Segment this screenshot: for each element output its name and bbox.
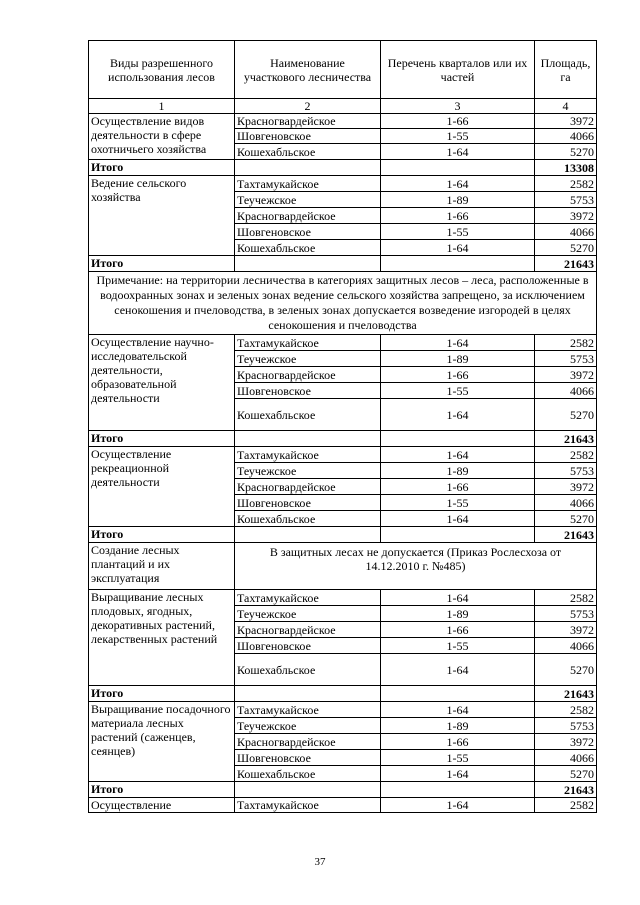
forestry-name-cell: Тахтамукайское (235, 176, 381, 192)
area-cell: 5753 (535, 351, 597, 367)
quarters-cell: 1-66 (381, 479, 535, 495)
area-cell: 3972 (535, 622, 597, 638)
table-row (89, 447, 597, 463)
forestry-name-cell: Красногвардейское (235, 367, 381, 383)
use-type-cell: Создание лесных плантаций и их эксплуатация (89, 543, 235, 590)
forestry-name-cell: Шовгеновское (235, 383, 381, 399)
quarters-cell: 1-55 (381, 129, 535, 144)
table-row (89, 798, 597, 813)
note-row (89, 272, 597, 335)
use-type-cell: Осуществление рекреационной деятельности (89, 447, 235, 527)
total-area-cell: 21643 (535, 782, 597, 798)
area-cell: 3972 (535, 479, 597, 495)
area-cell: 2582 (535, 702, 597, 718)
quarters-cell: 1-64 (381, 447, 535, 463)
area-cell: 4066 (535, 129, 597, 144)
area-cell: 5753 (535, 192, 597, 208)
area-cell: 5270 (535, 654, 597, 686)
forestry-name-cell: Шовгеновское (235, 495, 381, 511)
empty-cell (235, 160, 381, 176)
area-cell: 5753 (535, 463, 597, 479)
forestry-name-cell: Кошехабльское (235, 654, 381, 686)
empty-cell (235, 527, 381, 543)
total-row (89, 160, 597, 176)
use-type-cell: Осуществление научно-исследовательской деятельности, образовательной деятельности (89, 335, 235, 431)
quarters-cell: 1-64 (381, 766, 535, 782)
table-row (89, 702, 597, 718)
use-type-cell: Ведение сельского хозяйства (89, 176, 235, 256)
area-cell: 3972 (535, 114, 597, 129)
column-number-row (89, 99, 597, 114)
area-cell: 5753 (535, 718, 597, 734)
forestry-name-cell: Красногвардейское (235, 622, 381, 638)
total-label: Итого (89, 431, 235, 447)
area-cell: 4066 (535, 224, 597, 240)
forestry-name-cell: Кошехабльское (235, 399, 381, 431)
forestry-name-cell: Шовгеновское (235, 129, 381, 144)
page-number: 37 (314, 856, 326, 868)
forestry-name-cell: Шовгеновское (235, 638, 381, 654)
forestry-name-cell: Тахтамукайское (235, 702, 381, 718)
quarters-cell: 1-89 (381, 606, 535, 622)
area-cell: 4066 (535, 495, 597, 511)
forestry-name-cell: Шовгеновское (235, 750, 381, 766)
quarters-cell: 1-89 (381, 351, 535, 367)
quarters-cell: 1-66 (381, 622, 535, 638)
column-number: 1 (89, 99, 235, 114)
empty-cell (381, 256, 535, 272)
header-row (89, 41, 597, 99)
quarters-cell: 1-89 (381, 463, 535, 479)
area-cell: 2582 (535, 176, 597, 192)
area-cell: 3972 (535, 734, 597, 750)
empty-cell (381, 782, 535, 798)
quarters-cell: 1-64 (381, 399, 535, 431)
area-cell: 5753 (535, 606, 597, 622)
area-cell: 4066 (535, 750, 597, 766)
forestry-name-cell: Красногвардейское (235, 479, 381, 495)
total-area-cell: 21643 (535, 256, 597, 272)
table-row (89, 176, 597, 192)
quarters-cell: 1-64 (381, 511, 535, 527)
empty-cell (381, 160, 535, 176)
total-row (89, 256, 597, 272)
column-number: 4 (535, 99, 597, 114)
empty-cell (381, 686, 535, 702)
area-cell: 3972 (535, 367, 597, 383)
header-forestry: Наименование участкового лесничества (235, 41, 381, 99)
forestry-name-cell: Кошехабльское (235, 240, 381, 256)
total-area-cell: 21643 (535, 686, 597, 702)
note-text: Примечание: на территории лесничества в категориях защитных лесов – леса, расположенные в водоохранных зонах и зеленых зонах ведение сельского хозяйства запрещено, за исключением сенокошения и пчеловодства, в зеленых зонах допускается возведение изгородей в целях сенокошения и пчеловодства (89, 272, 597, 335)
area-cell: 2582 (535, 335, 597, 351)
forestry-name-cell: Тахтамукайское (235, 335, 381, 351)
forestry-name-cell: Красногвардейское (235, 114, 381, 129)
quarters-cell: 1-55 (381, 383, 535, 399)
quarters-cell: 1-89 (381, 192, 535, 208)
use-type-cell: Выращивание лесных плодовых, ягодных, декоративных растений, лекарственных растений (89, 590, 235, 686)
header-area: Площадь, га (535, 41, 597, 99)
quarters-cell: 1-64 (381, 590, 535, 606)
total-area-cell: 21643 (535, 431, 597, 447)
area-cell: 5270 (535, 240, 597, 256)
empty-cell (235, 431, 381, 447)
empty-cell (381, 431, 535, 447)
area-cell: 5270 (535, 144, 597, 160)
total-row (89, 431, 597, 447)
table-row (89, 335, 597, 351)
total-label: Итого (89, 782, 235, 798)
quarters-cell: 1-55 (381, 495, 535, 511)
quarters-cell: 1-64 (381, 798, 535, 813)
forestry-name-cell: Теучежское (235, 351, 381, 367)
quarters-cell: 1-66 (381, 114, 535, 129)
table-row (89, 590, 597, 606)
prohibition-text: В защитных лесах не допускается (Приказ Рослесхоза от 14.12.2010 г. №485) (235, 543, 597, 590)
quarters-cell: 1-89 (381, 718, 535, 734)
empty-cell (235, 686, 381, 702)
quarters-cell: 1-55 (381, 750, 535, 766)
total-row (89, 782, 597, 798)
area-cell: 3972 (535, 208, 597, 224)
forestry-name-cell: Тахтамукайское (235, 447, 381, 463)
total-area-cell: 21643 (535, 527, 597, 543)
forestry-name-cell: Красногвардейское (235, 734, 381, 750)
quarters-cell: 1-55 (381, 224, 535, 240)
header-quarters: Перечень кварталов или их частей (381, 41, 535, 99)
total-label: Итого (89, 686, 235, 702)
forestry-name-cell: Теучежское (235, 192, 381, 208)
area-cell: 5270 (535, 399, 597, 431)
forestry-name-cell: Теучежское (235, 606, 381, 622)
quarters-cell: 1-64 (381, 335, 535, 351)
table-row (89, 114, 597, 129)
quarters-cell: 1-64 (381, 144, 535, 160)
quarters-cell: 1-66 (381, 367, 535, 383)
forestry-name-cell: Кошехабльское (235, 766, 381, 782)
quarters-cell: 1-64 (381, 176, 535, 192)
use-type-cell: Осуществление (89, 798, 235, 813)
column-number: 2 (235, 99, 381, 114)
total-label: Итого (89, 527, 235, 543)
forestry-name-cell: Красногвардейское (235, 208, 381, 224)
quarters-cell: 1-64 (381, 654, 535, 686)
use-type-cell: Осуществление видов деятельности в сфере охотничьего хозяйства (89, 114, 235, 160)
empty-cell (381, 527, 535, 543)
forestry-name-cell: Шовгеновское (235, 224, 381, 240)
area-cell: 5270 (535, 766, 597, 782)
empty-cell (235, 256, 381, 272)
forestry-name-cell: Тахтамукайское (235, 798, 381, 813)
forestry-name-cell: Кошехабльское (235, 144, 381, 160)
forestry-name-cell: Теучежское (235, 718, 381, 734)
forestry-name-cell: Тахтамукайское (235, 590, 381, 606)
quarters-cell: 1-66 (381, 208, 535, 224)
quarters-cell: 1-64 (381, 702, 535, 718)
total-row (89, 527, 597, 543)
area-cell: 2582 (535, 447, 597, 463)
total-label: Итого (89, 160, 235, 176)
quarters-cell: 1-55 (381, 638, 535, 654)
area-cell: 2582 (535, 798, 597, 813)
area-cell: 4066 (535, 383, 597, 399)
area-cell: 4066 (535, 638, 597, 654)
forestry-name-cell: Теучежское (235, 463, 381, 479)
total-area-cell: 13308 (535, 160, 597, 176)
total-row (89, 686, 597, 702)
header-use-type: Виды разрешенного использования лесов (89, 41, 235, 99)
area-cell: 5270 (535, 511, 597, 527)
use-type-cell: Выращивание посадочного материала лесных растений (саженцев, сеянцев) (89, 702, 235, 782)
empty-cell (235, 782, 381, 798)
column-number: 3 (381, 99, 535, 114)
quarters-cell: 1-66 (381, 734, 535, 750)
area-cell: 2582 (535, 590, 597, 606)
plantations-row (89, 543, 597, 590)
total-label: Итого (89, 256, 235, 272)
forestry-name-cell: Кошехабльское (235, 511, 381, 527)
forest-use-table (88, 40, 597, 813)
table-body (89, 114, 597, 813)
quarters-cell: 1-64 (381, 240, 535, 256)
